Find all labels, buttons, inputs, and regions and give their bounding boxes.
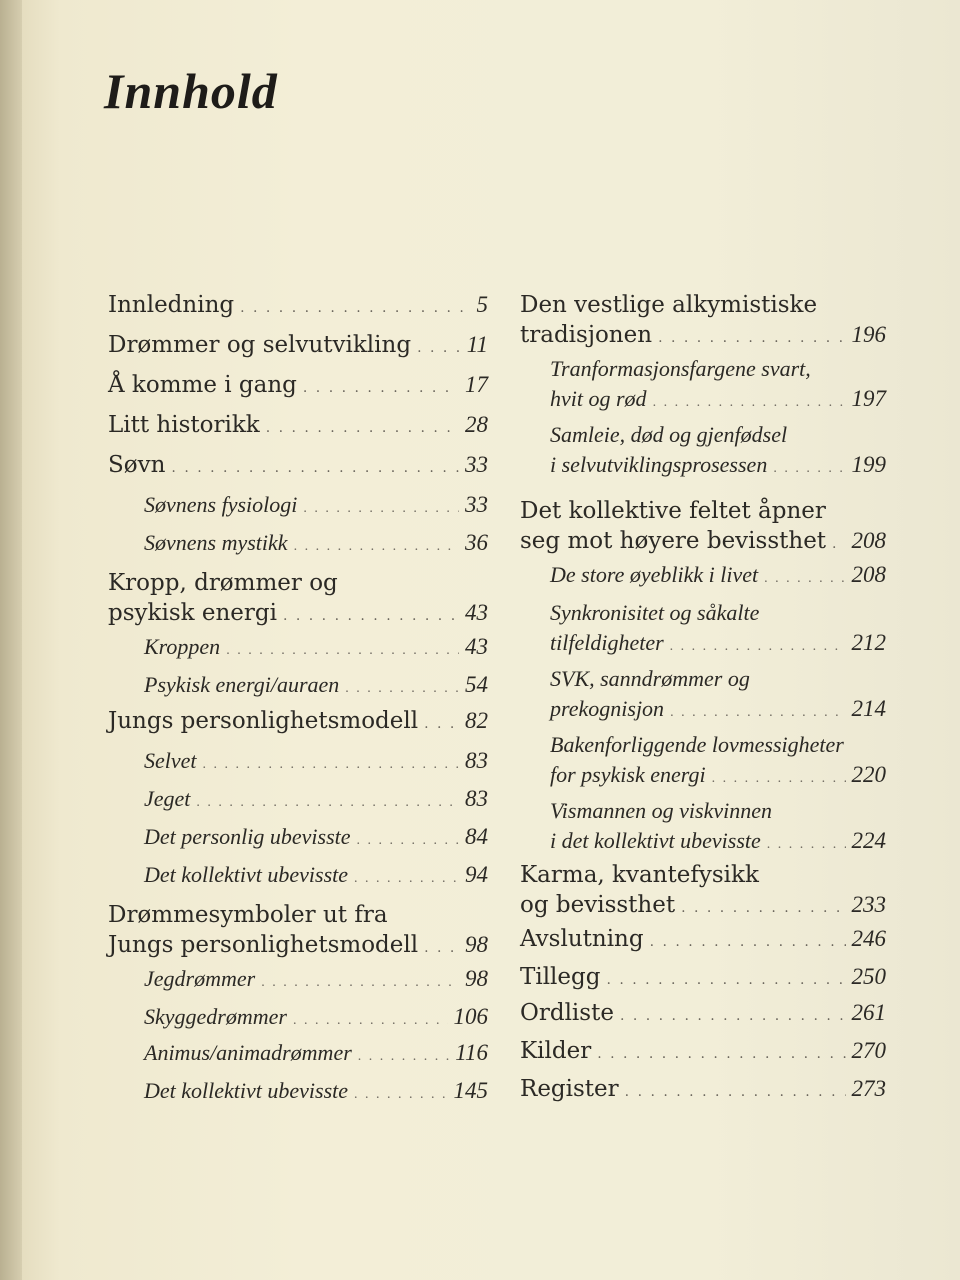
toc-entry-title: Kroppen (144, 634, 221, 659)
dot-leader (767, 830, 846, 860)
toc-entry-title: Litt historikk (108, 412, 260, 438)
toc-entry-title-line: Den vestlige alkymistiske (520, 292, 818, 318)
toc-subentry (144, 746, 488, 780)
dot-leader (358, 1042, 449, 1072)
toc-entry-title: Kilder (520, 1038, 592, 1064)
toc-entry-title: Søvnens fysiologi (144, 492, 298, 517)
toc-entry-title-line: Det kollektive feltet åpner (520, 498, 826, 524)
toc-entry (108, 568, 488, 631)
toc-page-number: 116 (455, 1040, 488, 1065)
toc-entry (520, 962, 886, 995)
dot-leader (712, 764, 846, 794)
toc-entry (520, 998, 886, 1031)
toc-entry-title: seg mot høyere bevissthet (520, 528, 827, 554)
dot-leader (261, 968, 459, 998)
dot-leader (606, 965, 845, 995)
toc-page-number: 197 (851, 386, 886, 411)
toc-entry-title: Jungs personlighetsmodell (108, 708, 419, 734)
dot-leader (650, 927, 846, 957)
toc-subentry (550, 354, 886, 418)
toc-page-number: 82 (465, 708, 488, 733)
toc-subentry (144, 528, 488, 562)
toc-entry-title-line: Drømmesymboler ut fra (108, 902, 388, 928)
toc-entry-title: Søvn (108, 452, 166, 478)
toc-subentry (144, 490, 488, 524)
toc-entry-title-line: Karma, kvantefysikk (520, 862, 759, 888)
toc-entry-title: hvit og rød (550, 386, 647, 411)
page-title: Innhold (104, 63, 278, 119)
dot-leader (294, 532, 459, 562)
toc-entry (108, 370, 488, 403)
toc-subentry (550, 664, 886, 728)
dot-leader (681, 893, 845, 923)
toc-subentry (144, 964, 488, 998)
toc-entry-title: Å komme i gang (108, 372, 297, 398)
dot-leader (597, 1039, 845, 1069)
dot-leader (303, 494, 459, 524)
dot-leader (625, 1077, 846, 1107)
dot-leader (345, 674, 459, 704)
toc-entry-title-line: Synkronisitet og såkalte (550, 600, 760, 625)
dot-leader (293, 1006, 448, 1036)
toc-page-number: 36 (465, 530, 488, 555)
toc-entry-title: Det personlig ubevisste (144, 824, 351, 849)
toc-subentry (144, 1038, 488, 1072)
toc-entry-title: Register (520, 1076, 619, 1102)
toc-page-number: 83 (465, 748, 488, 773)
toc-entry-title-line: Tranformasjonsfargene svart, (550, 356, 811, 381)
toc-entry (108, 900, 488, 963)
toc-entry-title: Avslutning (520, 926, 644, 952)
toc-page-number: 106 (453, 1004, 488, 1029)
toc-page-number: 28 (465, 412, 488, 437)
toc-subentry (144, 784, 488, 818)
toc-entry (520, 1074, 886, 1107)
toc-entry (108, 410, 488, 443)
toc-subentry (550, 598, 886, 662)
toc-entry-title: Ordliste (520, 1000, 614, 1026)
toc-page-number: 145 (453, 1078, 488, 1103)
toc-page-number: 220 (851, 762, 886, 787)
toc-subentry (550, 796, 886, 860)
toc-page-number: 196 (851, 322, 886, 347)
toc-entry-title: Søvnens mystikk (144, 530, 288, 555)
toc-entry-title: Selvet (144, 748, 197, 773)
toc-subentry (550, 730, 886, 794)
toc-entry-title: De store øyeblikk i livet (550, 562, 759, 587)
toc-page-number: 214 (851, 696, 886, 721)
toc-entry (520, 860, 886, 923)
toc-subentry (144, 670, 488, 704)
toc-entry-title-line: Vismannen og viskvinnen (550, 798, 772, 823)
toc-page-number: 54 (465, 672, 488, 697)
toc-entry-title: Det kollektivt ubevisste (144, 862, 349, 887)
toc-page-number: 246 (851, 926, 886, 951)
dot-leader (196, 788, 459, 818)
toc-page-number: 84 (465, 824, 488, 849)
book-spine-shadow (0, 0, 22, 1280)
toc-entry (108, 290, 488, 323)
toc-page-number: 250 (851, 964, 886, 989)
toc-entry-title: Jeget (144, 786, 191, 811)
dot-leader (670, 632, 846, 662)
dot-leader (354, 1080, 447, 1110)
dot-leader (670, 698, 845, 728)
dot-leader (424, 933, 459, 963)
dot-leader (832, 529, 845, 559)
toc-page-number: 83 (465, 786, 488, 811)
dot-leader (424, 709, 459, 739)
toc-page-number: 98 (465, 966, 488, 991)
toc-entry-title: i det kollektivt ubevisste (550, 828, 761, 853)
toc-entry (108, 706, 488, 739)
toc-entry-title: Skyggedrømmer (144, 1004, 287, 1029)
toc-page-number: 233 (851, 892, 886, 917)
toc-entry-title: Animus/animadrømmer (144, 1040, 352, 1065)
dot-leader (658, 323, 845, 353)
toc-page-number: 273 (851, 1076, 886, 1101)
toc-entry-title: Psykisk energi/auraen (144, 672, 340, 697)
toc-subentry (144, 822, 488, 856)
dot-leader (266, 413, 459, 443)
toc-entry-title-line: Kropp, drømmer og (108, 570, 338, 596)
dot-leader (226, 636, 459, 666)
toc-entry-title: psykisk energi (108, 600, 277, 626)
toc-page-number: 208 (851, 528, 886, 553)
dot-leader (203, 750, 459, 780)
toc-entry-title: Innledning (108, 292, 235, 318)
dot-leader (417, 333, 461, 363)
toc-page-number: 224 (851, 828, 886, 853)
toc-page-number: 212 (851, 630, 886, 655)
toc-subentry (550, 420, 886, 484)
toc-page-number: 98 (465, 932, 488, 957)
toc-entry (520, 924, 886, 957)
toc-entry-title: tilfeldigheter (550, 630, 664, 655)
toc-subentry (144, 1076, 488, 1110)
toc-entry-title-line: Samleie, død og gjenfødsel (550, 422, 788, 447)
toc-page-number: 43 (465, 600, 488, 625)
toc-entry-title-line: SVK, sanndrømmer og (550, 666, 750, 691)
toc-page-number: 17 (465, 372, 488, 397)
toc-entry-title: for psykisk energi (550, 762, 706, 787)
dot-leader (283, 601, 459, 631)
toc-entry-title: Drømmer og selvutvikling (108, 332, 412, 358)
dot-leader (357, 826, 459, 856)
dot-leader (354, 864, 459, 894)
toc-entry (520, 290, 886, 353)
toc-entry (108, 330, 488, 363)
toc-entry (108, 450, 488, 483)
toc-entry-title: Jegdrømmer (144, 966, 256, 991)
toc-entry-title: Tillegg (520, 964, 601, 990)
dot-leader (653, 388, 846, 418)
toc-subentry (144, 860, 488, 894)
toc-page-number: 43 (465, 634, 488, 659)
toc-page-number: 270 (851, 1038, 886, 1063)
toc-page-number: 94 (465, 862, 488, 887)
toc-entry-title: Jungs personlighetsmodell (108, 932, 419, 958)
toc-entry-title: i selvutviklingsprosessen (550, 452, 768, 477)
toc-page-number: 261 (851, 1000, 886, 1025)
dot-leader (773, 454, 845, 484)
dot-leader (171, 453, 459, 483)
dot-leader (764, 564, 845, 594)
toc-page-number: 33 (465, 492, 488, 517)
toc-entry-title: prekognisjon (550, 696, 665, 721)
toc-page-number: 33 (465, 452, 488, 477)
dot-leader (240, 293, 470, 323)
toc-page-number: 208 (851, 562, 886, 587)
toc-subentry (144, 1002, 488, 1036)
toc-page-number: 199 (851, 452, 886, 477)
toc-entry-title-line: Bakenforliggende lovmessigheter (550, 732, 844, 757)
toc-subentry (550, 560, 886, 594)
toc-entry (520, 1036, 886, 1069)
toc-entry-title: Det kollektivt ubevisste (144, 1078, 349, 1103)
toc-entry (520, 496, 886, 559)
toc-page-number: 5 (476, 292, 488, 317)
dot-leader (303, 373, 459, 403)
toc-entry-title: tradisjonen (520, 322, 653, 348)
toc-subentry (144, 632, 488, 666)
toc-page-number: 11 (466, 332, 488, 357)
dot-leader (620, 1001, 846, 1031)
toc-entry-title: og bevissthet (520, 892, 676, 918)
